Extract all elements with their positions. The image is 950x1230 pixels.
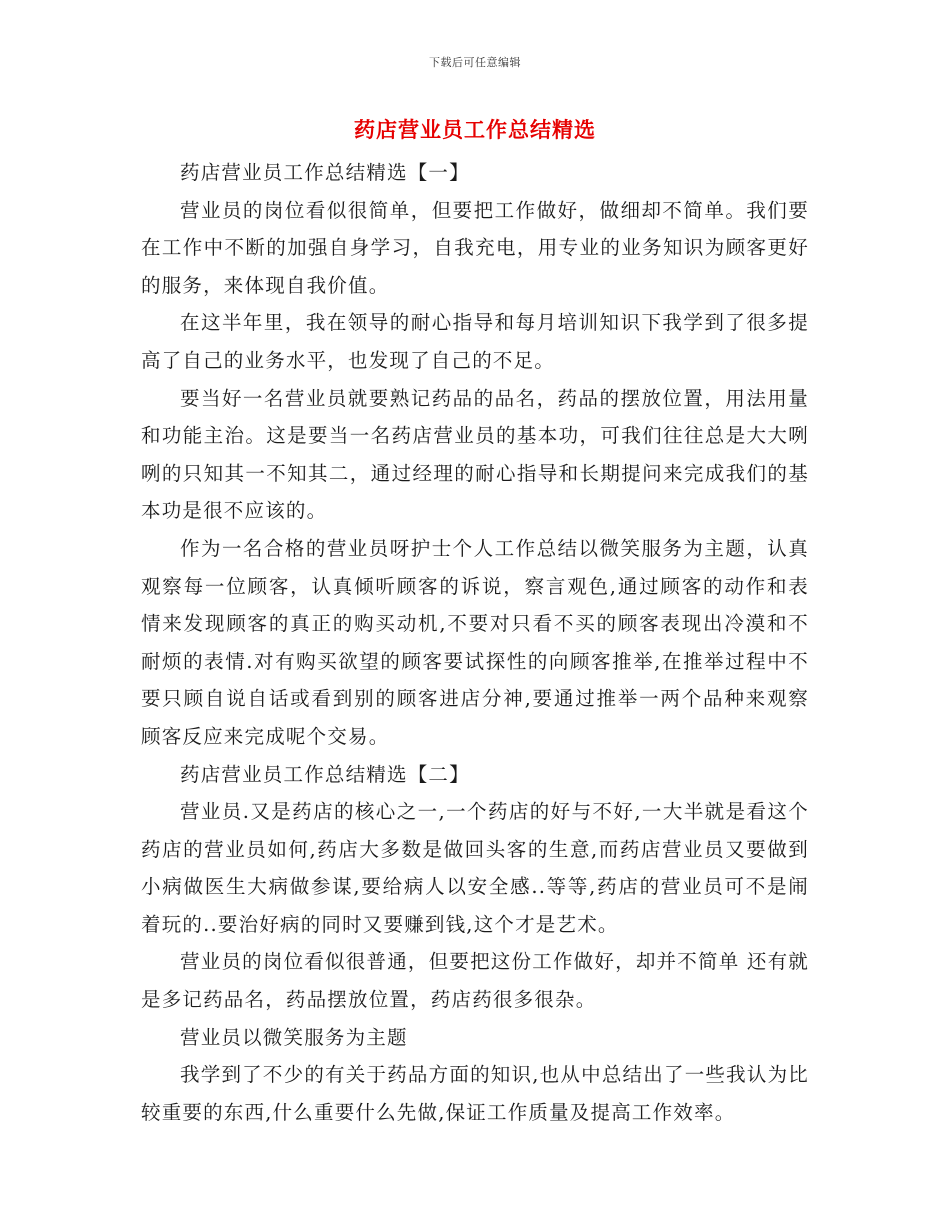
paragraph: 要当好一名营业员就要熟记药品的品名，药品的摆放位置，用法用量和功能主治。这是要当一名药店营业员的基本功，可我们往往总是大大咧咧的只知其一不知其二，通过经理的耐心指导和长期提问来完成我们的基本功是很不应该的。 [141,386,809,523]
paragraph: 营业员的岗位看似很普通，但要把这份工作做好，却并不简单 还有就是多记药品名，药品摆放位置，药店药很多很杂。 [141,950,809,1012]
paragraph: 在这半年里，我在领导的耐心指导和每月培训知识下我学到了很多提高了自己的业务水平，也发现了自己的不足。 [141,311,809,372]
paragraph: 营业员以微笑服务为主题 [180,1025,408,1049]
paragraph: 营业员的岗位看似很简单，但要把工作做好，做细却不简单。我们要在工作中不断的加强自身学习，自我充电，用专业的业务知识为顾客更好的服务，来体现自我价值。 [141,198,809,297]
document-body [141,154,809,1131]
section-heading: 药店营业员工作总结精选【二】 [180,762,470,786]
page-title: 药店营业员工作总结精选 [354,117,596,142]
paragraph: 作为一名合格的营业员呀护士个人工作总结以微笑服务为主题，认真观察每一位顾客，认真倾听顾客的诉说，察言观色,通过顾客的动作和表情来发现顾客的真正的购买动机,不要对只看不买的顾客表现出冷漠和不耐烦的表情.对有购买欲望的顾客要试探性的向顾客推举,在推举过程中不要只顾自说自话或看到别的顾客进店分神,要通过推举一两个品种来观察顾客反应来完成呢个交易。 [141,536,809,748]
header-note: 下载后可任意编辑 [429,56,521,69]
paragraph: 营业员.又是药店的核心之一,一个药店的好与不好,一大半就是看这个药店的营业员如何,药店大多数是做回头客的生意,而药店营业员又要做到小病做医生大病做参谋,要给病人以安全感..等等,药店的营业员可不是闹着玩的..要治好病的同时又要赚到钱,这个才是艺术。 [141,800,809,936]
paragraph: 我学到了不少的有关于药品方面的知识,也从中总结出了一些我认为比较重要的东西,什么重要什么先做,保证工作质量及提高工作效率。 [141,1063,809,1124]
section-heading: 药店营业员工作总结精选【一】 [180,161,470,184]
